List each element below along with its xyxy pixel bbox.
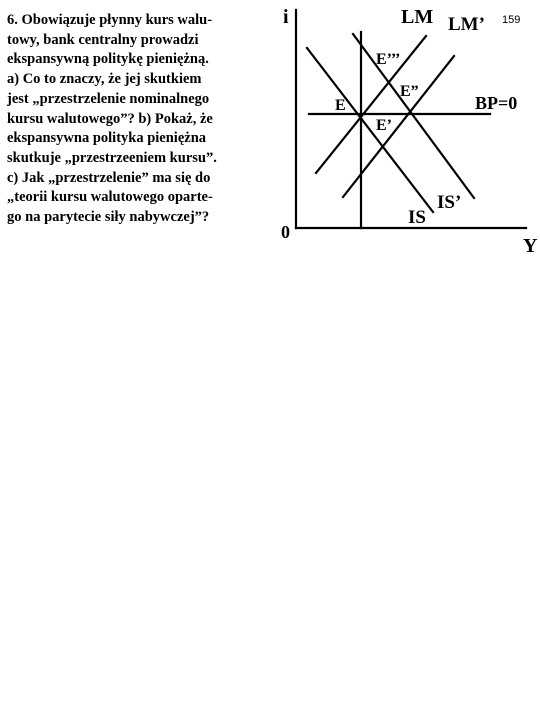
point-e-double-label: E” (400, 83, 419, 100)
question-line: skutkuje „przestrzeeniem kursu”. (7, 149, 217, 166)
question-line: a) Co to znaczy, że jej skutkiem (7, 71, 202, 88)
question-line: c) Jak „przestrzelenie” ma się do (7, 169, 211, 186)
is-prime-label: IS’ (437, 192, 462, 213)
diagram-lines (296, 10, 526, 228)
origin-label: 0 (281, 222, 290, 242)
question-line: towy, bank centralny prowadzi (7, 31, 199, 48)
lm-label: LM (401, 6, 434, 28)
bp-label: BP=0 (475, 93, 518, 113)
question-line: ekspansywna polityka pieniężna (7, 130, 207, 147)
question-line: jest „przestrzelenie nominalnego (7, 90, 210, 107)
is-prime-line (343, 56, 454, 197)
is-label: IS (408, 207, 426, 228)
question-line: 6. Obowiązuje płynny kurs walu- (7, 12, 213, 28)
question-line: kursu walutowego”? b) Pokaż, że (7, 110, 213, 127)
y-axis-label: i (283, 6, 289, 28)
question-line: go na parytecie siły nabywczej”? (7, 209, 210, 226)
point-e-prime-label: E’ (376, 117, 392, 134)
question-line: ekspansywną politykę pieniężną. (7, 51, 209, 68)
point-e-triple-label: E’’’ (376, 51, 401, 68)
lm-prime-line (353, 34, 474, 198)
lm-line (307, 48, 433, 212)
question-line: „teorii kursu walutowego oparte- (7, 189, 213, 206)
page-number: 159 (502, 14, 521, 26)
point-e-label: E (335, 97, 346, 114)
x-axis-label: Y (523, 235, 538, 257)
lm-prime-label: LM’ (448, 14, 485, 35)
